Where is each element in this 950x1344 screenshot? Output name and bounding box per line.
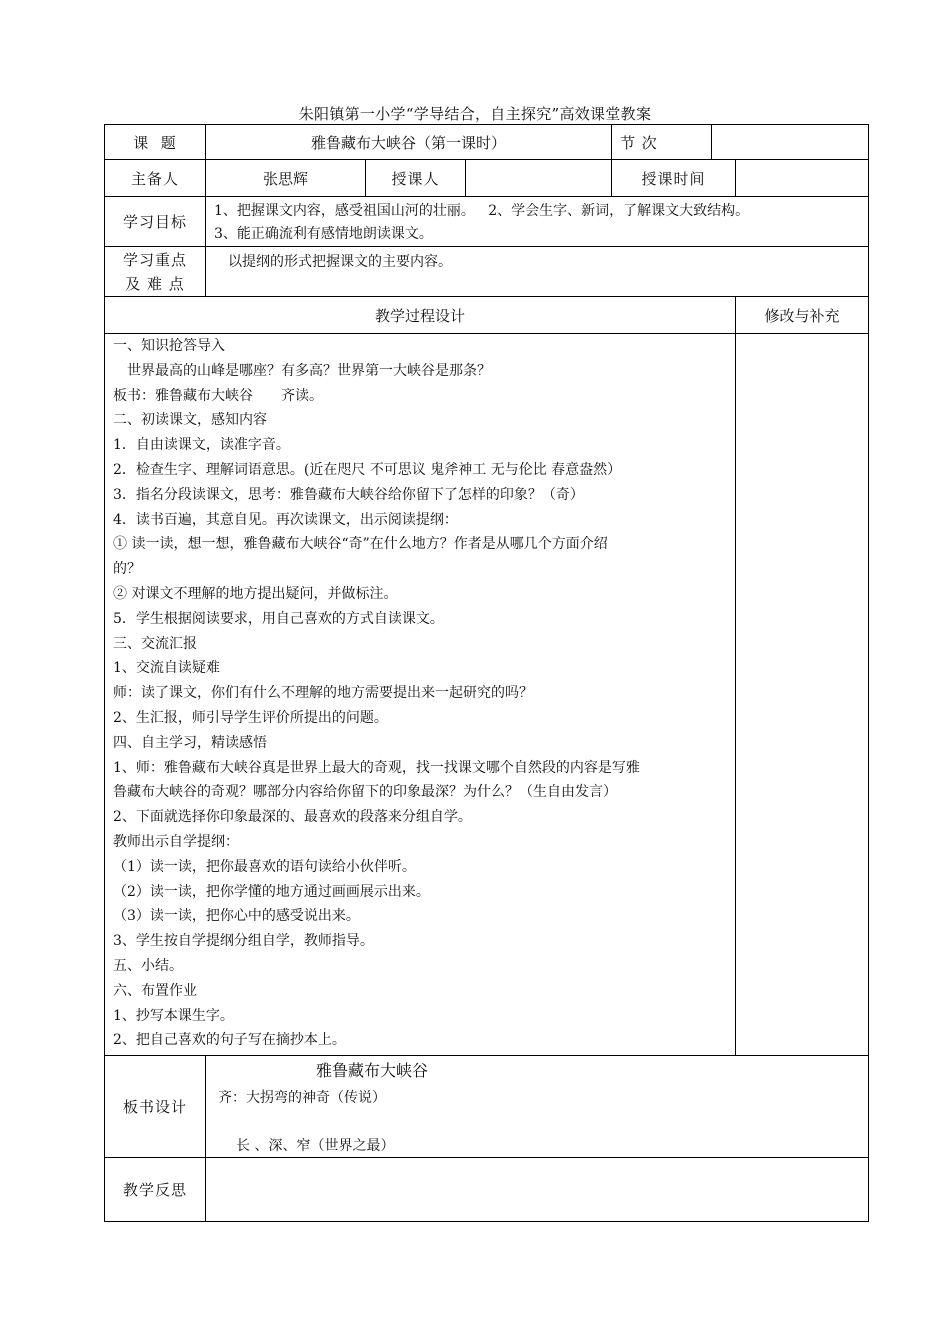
row-reflection [105,1158,869,1222]
process-line: 教师出示自学提纲： [113,833,239,850]
row-process-body [105,334,869,1056]
process-line: （2）读一读，把你学懂的地方通过画画展示出来。 [113,883,430,900]
session-label: 节 次 [612,125,712,160]
teacher-label: 授课人 [366,160,466,197]
session-value [712,125,869,160]
process-content [105,334,736,1056]
board-content [206,1056,869,1158]
focus-text: 以提纲的形式把握课文的主要内容。 [206,247,869,297]
goals-text [206,197,869,247]
reflection-content [206,1158,869,1222]
process-line: 1、交流自读疑难 [113,660,220,677]
topic-label: 课 题 [105,125,206,160]
board-label: 板书设计 [105,1056,206,1158]
process-line: 六、布置作业 [113,982,197,999]
process-line: 四、自主学习，精读感悟 [113,734,267,751]
process-line: 2．检查生字、理解词语意思。(近在咫尺 不可思议 鬼斧神工 无与伦比 春意盎然） [113,461,622,478]
topic-value: 雅鲁藏布大峡谷（第一课时） [206,125,612,160]
teacher-value [466,160,612,197]
process-line: 1、师：雅鲁藏布大峡谷真是世界上最大的奇观，找一找课文哪个自然段的内容是写雅 [113,759,640,776]
board-title: 雅鲁藏布大峡谷 [316,1061,429,1080]
focus-label-line: 及 难 点 [125,274,185,293]
time-label: 授课时间 [612,160,736,197]
process-line: 5．学生根据阅读要求，用自己喜欢的方式自读课文。 [113,610,444,627]
goal-line: 1、把握课文内容，感受祖国山河的壮丽。 2、学会生字、新词，了解课文大致结构。 [214,203,750,219]
row-process-header [105,297,869,334]
process-line: 三、交流汇报 [113,635,197,652]
process-line: 1．自由读课文，读准字音。 [113,437,290,454]
row-topic [105,125,869,160]
process-line: 五、小结。 [113,957,183,974]
process-line: 3．指名分段读课文，思考：雅鲁藏布大峡谷给你留下了怎样的印象？（奇） [113,486,584,503]
process-line: （1）读一读，把你最喜欢的语句读给小伙伴听。 [113,858,416,875]
process-line: 4．读书百遍，其意自见。再次读课文，出示阅读提纲： [113,511,458,528]
process-line: 二、初读课文，感知内容 [113,412,267,429]
revise-content [736,334,869,1056]
reflection-label: 教学反思 [105,1158,206,1222]
board-line: 齐：大拐弯的神奇（传说） [218,1090,386,1106]
process-line: 1、抄写本课生字。 [113,1007,234,1024]
revise-header: 修改与补充 [736,297,869,334]
goal-line: 3、能正确流利有感情地朗读课文。 [214,226,433,242]
process-line: 2、生汇报，师引导学生评价所提出的问题。 [113,709,388,726]
process-line: 世界最高的山峰是哪座？有多高？世界第一大峡谷是那条？ [113,362,491,379]
goals-label: 学习目标 [105,197,206,247]
process-line: 3、学生按自学提纲分组自学，教师指导。 [113,933,374,950]
process-line: （3）读一读，把你心中的感受说出来。 [113,908,360,925]
row-board [105,1056,869,1158]
time-value [736,160,869,197]
row-people [105,160,869,197]
preparer-value: 张思辉 [206,160,366,197]
process-line: 板书：雅鲁藏布大峡谷 齐读。 [113,387,323,404]
process-header: 教学过程设计 [105,297,736,334]
process-line: 师：读了课文，你们有什么不理解的地方需要提出来一起研究的吗？ [113,685,533,702]
page-title: 朱阳镇第一小学“学导结合，自主探究”高效课堂教案 [298,105,652,123]
preparer-label: 主备人 [105,160,206,197]
row-goals [105,197,869,247]
process-line: ② 对课文不理解的地方提出疑问，并做标注。 [113,585,398,602]
process-line: ① 读一读，想一想，雅鲁藏布大峡谷“奇”在什么地方？作者是从哪几个方面介绍 [113,536,608,553]
lesson-plan-table [104,124,869,1222]
process-line: 2、把自己喜欢的句子写在摘抄本上。 [113,1032,346,1049]
focus-label-line: 学习重点 [122,250,187,269]
focus-label [105,247,206,297]
process-line: 一、知识抢答导入 [113,338,225,354]
board-line: 长 、深、窄（世界之最） [236,1138,395,1154]
row-focus [105,247,869,297]
process-line: 鲁藏布大峡谷的奇观？哪部分内容给你留下的印象最深？为什么？（生自由发言） [113,784,617,801]
process-line: 的？ [113,561,141,578]
process-line: 2、下面就选择你印象最深的、最喜欢的段落来分组自学。 [113,809,472,826]
